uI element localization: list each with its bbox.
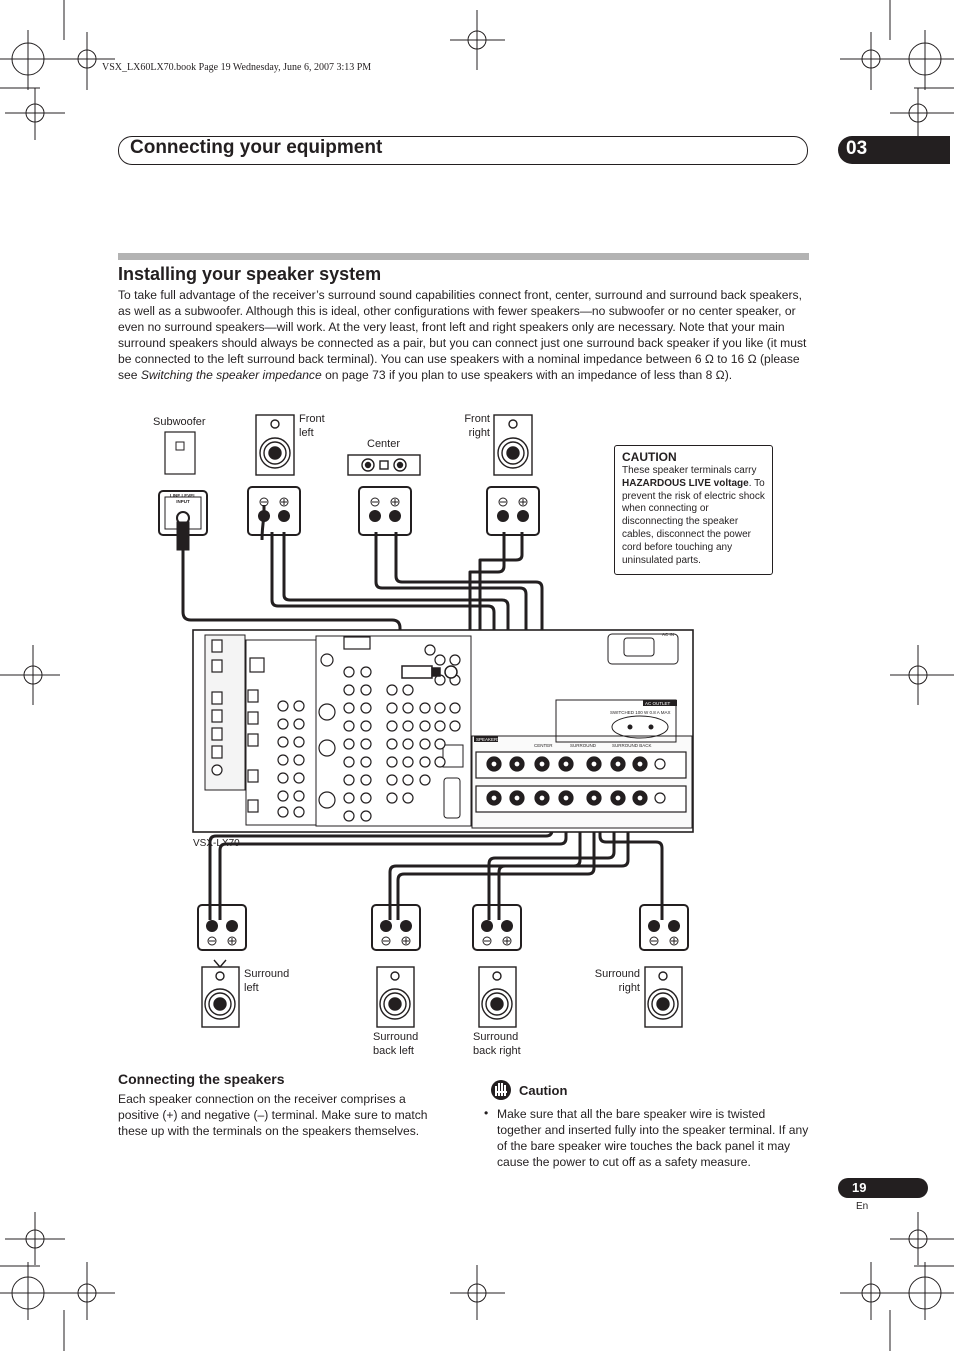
front-left-label bbox=[299, 412, 325, 440]
surround-right-label bbox=[580, 967, 640, 995]
chapter-number: 03 bbox=[846, 138, 868, 159]
surround-back-right-line2: back right bbox=[473, 1045, 521, 1057]
panel-switched-label: SWITCHED 100 W 0.8 A MAX bbox=[610, 710, 671, 715]
input-label: INPUT bbox=[176, 499, 190, 504]
connecting-body: Each speaker connection on the receiver comprises a positive (+) and negative (–) terminal. Make sure to match these up with the terminals on the speakers themselves. bbox=[118, 1092, 428, 1138]
center-speaker-icon bbox=[348, 455, 420, 475]
caution-box-body bbox=[622, 465, 768, 567]
intro-text-end: on page 73 if you plan to use speakers with an impedance of less than 8 Ω). bbox=[321, 368, 733, 382]
subwoofer-icon bbox=[159, 432, 207, 550]
model-label: VSX-LX70 bbox=[193, 838, 240, 849]
caution-text: Make sure that all the bare speaker wire is twisted together and inserted fully into the speaker terminal. If any of the bare speaker wire touches the back panel it may cause the power to cut off as a safety measure. bbox=[497, 1107, 809, 1169]
surround-back-left-label bbox=[373, 1030, 418, 1058]
front-left-label-line2: left bbox=[299, 427, 314, 439]
caution-heading: Caution bbox=[519, 1083, 568, 1098]
surround-left-line1: Surround bbox=[244, 968, 290, 980]
surround-back-right-line1: Surround bbox=[473, 1031, 519, 1043]
intro-paragraph bbox=[118, 287, 810, 383]
caution-hazard: HAZARDOUS LIVE voltage bbox=[622, 477, 749, 489]
front-left-speaker-icon bbox=[256, 415, 294, 475]
page-number: 19 bbox=[852, 1180, 867, 1195]
panel-ac-outlet-label: AC OUTLET bbox=[645, 701, 671, 706]
caution-rest: . To prevent the risk of electric shock when connecting or disconnecting the speaker cables, disconnect the power cord before touching any uninsulated parts. bbox=[622, 477, 765, 566]
connecting-title: Connecting the speakers bbox=[118, 1071, 285, 1087]
surround-left-label bbox=[244, 967, 289, 995]
caution-hand-icon bbox=[491, 1080, 511, 1100]
caution-bullet: • bbox=[484, 1106, 489, 1120]
surround-back-right-label bbox=[473, 1030, 521, 1058]
surround-left-line2: left bbox=[244, 982, 259, 994]
section-divider bbox=[118, 253, 809, 260]
surround-right-speaker-icon bbox=[645, 967, 682, 1027]
surround-right-line2: right bbox=[618, 982, 640, 994]
surround-back-left-line2: back left bbox=[373, 1045, 414, 1057]
front-right-speaker-icon bbox=[494, 415, 532, 475]
front-right-label-line1: Front bbox=[464, 413, 490, 425]
panel-center-label: CENTER bbox=[534, 743, 553, 748]
print-slug: VSX_LX60LX70.book Page 19 Wednesday, June 6, 2007 3:13 PM bbox=[102, 62, 372, 73]
line-level-label: LINE LEVEL bbox=[169, 493, 196, 498]
front-left-label-line1: Front bbox=[299, 413, 325, 425]
intro-text: To take full advantage of the receiver’s surround sound capabilities connect front, center, surround and surround back speakers, as well as a subwoofer. Although this is ideal, other configurations with fewer speakers—no subwoofer or no center speaker, or even no surround speakers—will work. At the very least, front left and right speakers only are necessary. Note that your main surround speakers should always be connected as a pair, but you can connect just one surround back speaker if you like (it must be connected to the left surround back terminal). You can use speakers with a nominal impedance between 6 Ω to 16 Ω (please see bbox=[118, 288, 807, 382]
surround-right-line1: Surround bbox=[594, 968, 640, 980]
surround-back-left-speaker-icon bbox=[377, 967, 414, 1027]
surround-back-left-line1: Surround bbox=[373, 1031, 419, 1043]
caution-box-title: CAUTION bbox=[622, 450, 677, 464]
surround-left-speaker-icon bbox=[202, 960, 239, 1027]
surround-back-right-speaker-icon bbox=[479, 967, 516, 1027]
intro-emphasis: Switching the speaker impedance bbox=[140, 368, 322, 382]
panel-speakers-label: SPEAKERS bbox=[476, 737, 501, 742]
subwoofer-label: Subwoofer bbox=[153, 416, 206, 428]
panel-surround-back-label: SURROUND BACK bbox=[612, 743, 652, 748]
panel-surround-label: SURROUND bbox=[570, 743, 597, 748]
front-right-label bbox=[452, 412, 490, 440]
center-label: Center bbox=[367, 438, 401, 450]
panel-ac-in-label: AC IN bbox=[662, 632, 675, 637]
front-right-label-line2: right bbox=[468, 427, 490, 439]
line-level-input-label bbox=[166, 493, 200, 505]
page-title: Connecting your equipment bbox=[130, 137, 383, 158]
language-code: En bbox=[856, 1201, 869, 1212]
caution-line1: These speaker terminals carry bbox=[622, 465, 757, 476]
section-title: Installing your speaker system bbox=[118, 264, 382, 284]
